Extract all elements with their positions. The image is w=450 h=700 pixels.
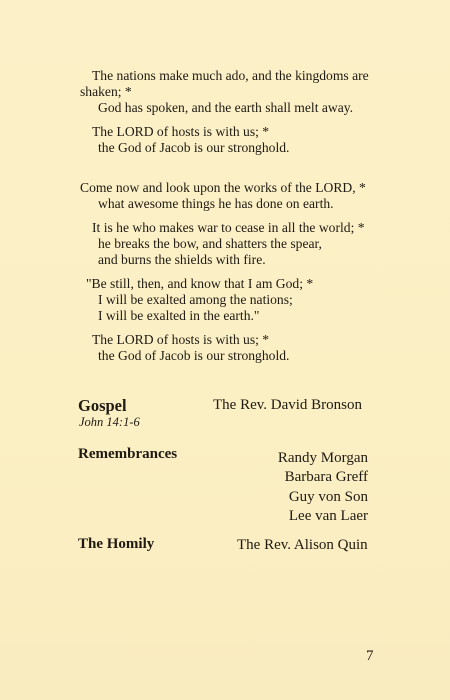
psalm-line: The nations make much ado, and the kingdoms are <box>92 68 369 83</box>
psalm-line: The LORD of hosts is with us; * <box>92 124 270 139</box>
psalm-line: I will be exalted in the earth." <box>98 308 260 323</box>
psalm-line: Come now and look upon the works of the LORD, * <box>80 180 366 195</box>
remembrance-name: Randy Morgan <box>277 450 368 466</box>
psalm-line: the God of Jacob is our stronghold. <box>98 348 290 363</box>
psalm-line: and burns the shields with fire. <box>98 252 266 267</box>
psalm-line: the God of Jacob is our stronghold. <box>98 140 290 155</box>
homily-preacher: The Rev. Alison Quin <box>237 537 368 553</box>
psalm-line: he breaks the bow, and shatters the spear, <box>98 236 322 251</box>
psalm-line: I will be exalted among the nations; <box>98 292 293 307</box>
remembrances-heading: Remembrances <box>78 446 178 462</box>
psalm-line: shaken; * <box>80 84 132 99</box>
remembrance-name: Guy von Son <box>288 489 368 505</box>
gospel-reference: John 14:1-6 <box>79 415 140 429</box>
remembrance-name: Barbara Greff <box>284 469 368 485</box>
page-number: 7 <box>366 648 374 664</box>
gospel-reader: The Rev. David Bronson <box>213 397 363 413</box>
psalm-line: what awesome things he has done on earth. <box>98 196 334 211</box>
homily-heading: The Homily <box>78 536 155 552</box>
remembrance-name: Lee van Laer <box>288 508 368 524</box>
gospel-heading: Gospel <box>78 396 127 415</box>
psalm-line: It is he who makes war to cease in all the world; * <box>92 220 365 235</box>
psalm-line: God has spoken, and the earth shall melt away. <box>98 100 354 115</box>
psalm-line: "Be still, then, and know that I am God; * <box>86 276 314 291</box>
psalm-line: The LORD of hosts is with us; * <box>92 332 270 347</box>
